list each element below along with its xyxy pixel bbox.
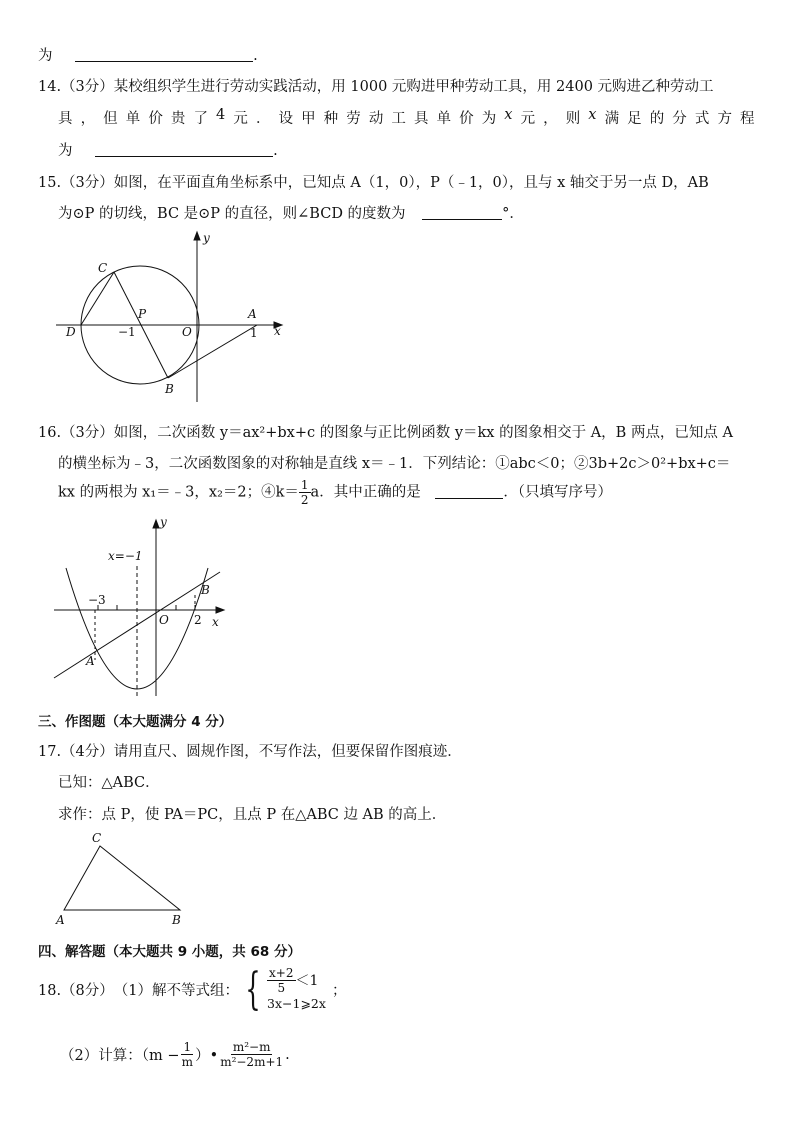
q14-line1 — [38, 75, 714, 96]
q16-line3 — [58, 478, 612, 507]
q16-line1 — [38, 421, 733, 442]
q14-line2-char: 种 — [323, 111, 339, 127]
q18-part2-text: （2）计算：（m − — [60, 1048, 180, 1064]
q14-line2-char: 方 — [717, 111, 732, 127]
q16-frac-den: 2 — [300, 493, 309, 507]
q14-line2-char: 4 — [216, 107, 226, 123]
q14-line2-char: 单 — [125, 111, 141, 127]
q15-label-b: B — [165, 382, 174, 396]
q16-label-o: O — [159, 613, 169, 627]
q15-label-a: A — [248, 307, 257, 321]
q14-line2-char: 式 — [694, 111, 710, 127]
q17-label-c: C — [92, 831, 102, 845]
q15-line1 — [38, 171, 709, 192]
q16-text3b: a．其中正确的是 — [310, 484, 421, 501]
q14-line2-char: 程 — [740, 111, 755, 127]
q14-line2-char: 了 — [193, 111, 208, 127]
q18-part2-frac1 — [181, 1040, 193, 1069]
q14-line2-char: 满 — [604, 111, 620, 127]
q18-ineq1-rhs: ＜1 — [295, 972, 319, 989]
q15-segment-dc — [81, 272, 114, 325]
q17-line1 — [38, 740, 462, 761]
q14-line2-char: 具 — [413, 111, 429, 127]
q14-line2-char: 甲 — [301, 111, 316, 127]
q14-line2-char: 具 — [58, 111, 73, 127]
q16-x-arrow — [216, 607, 224, 613]
q17-text1: 请用直尺、圆规作图，不写作法，但要保留作图痕迹． — [113, 744, 462, 760]
q16-text2: 的横坐标为﹣3，二次函数图象的对称轴是直线 x＝﹣1．下列结论：①abc＜0；②3b+2c＞0²+bx+c＝ — [58, 456, 731, 472]
q16-label-x: x — [212, 615, 219, 629]
q14-line2-char: 分 — [672, 111, 687, 127]
q18-inequality-system — [267, 966, 326, 1013]
q14-line2-char: 设 — [278, 111, 294, 127]
q15-label-p: P — [138, 307, 147, 321]
q15-label-x: x — [274, 324, 281, 338]
q18-number: 18.（8分） — [38, 983, 114, 999]
q17-triangle-abc — [64, 846, 180, 910]
q14-line2-char: ， — [80, 111, 96, 127]
q16-label-two: 2 — [194, 613, 202, 627]
q16-label-b: B — [201, 583, 210, 597]
q14-line3 — [58, 139, 278, 160]
q15-label-o: O — [182, 325, 192, 339]
q14-text1: 某校组织学生进行劳动实践活动，用 1000 元购进甲种劳动工具，用 2400 元购进乙种劳动工 — [113, 79, 714, 95]
q14-line2-char: 工 — [391, 111, 406, 127]
q13-prefix: 为 — [38, 48, 53, 64]
q17-label-b: B — [172, 913, 181, 927]
q14-answer-blank[interactable] — [95, 142, 273, 157]
q15-figure — [52, 228, 292, 406]
q15-text2: 为⊙P 的切线，BC 是⊙P 的直径，则∠BCD 的度数为 — [58, 206, 406, 222]
q16-fraction — [299, 478, 311, 507]
q14-line2-char: 贵 — [170, 111, 186, 127]
section3-title: 三、作图题（本大题满分 4 分） — [38, 714, 233, 730]
q16-number: 16.（3分） — [38, 425, 114, 441]
q14-line2 — [58, 107, 755, 128]
q16-answer-blank[interactable] — [435, 484, 503, 499]
q14-line2-char: 动 — [368, 111, 384, 127]
q13-tail — [38, 44, 258, 65]
q15-label-one: 1 — [250, 326, 258, 340]
q16-line2 — [58, 452, 730, 473]
q16-label-y: y — [160, 515, 167, 529]
q15-label-d: D — [66, 325, 76, 339]
q16-parabola — [66, 568, 208, 689]
q18-ineq1-frac — [267, 966, 295, 995]
q14-line2-char: ． — [255, 111, 271, 127]
q14-line2-char: 的 — [649, 111, 665, 127]
q14-line2-char: 元 — [233, 111, 248, 127]
q18-part2-mid: ）• — [195, 1048, 219, 1064]
q15-answer-blank[interactable] — [422, 205, 502, 220]
q14-line2-char: x — [504, 107, 513, 123]
q16-text3c: ．（只填写序号） — [503, 484, 613, 501]
q18-part1 — [38, 963, 347, 1015]
q18-part2-frac2-num: m²−m — [232, 1040, 271, 1054]
q15-line2 — [58, 202, 524, 223]
q14-number: 14.（3分） — [38, 79, 114, 95]
q18-ineq2: 3x−1⩾2x — [267, 996, 326, 1011]
q14-line2-char: 劳 — [346, 111, 361, 127]
q15-number: 15.（3分） — [38, 175, 114, 191]
q16-label-axis: x=−1 — [108, 549, 143, 563]
q14-line2-char: 元 — [520, 111, 536, 127]
q16-label-minus3: −3 — [88, 593, 106, 607]
q14-line2-char: 足 — [627, 111, 642, 127]
q14-line2-char: 价 — [148, 111, 163, 127]
q15-label-c: C — [98, 261, 108, 275]
q17-known: 已知：△ABC． — [58, 775, 160, 791]
q18-part2-frac2 — [220, 1040, 283, 1069]
q15-text1: 如图，在平面直角坐标系中，已知点 A（1，0），P（﹣1，0），且与 x 轴交于另一点 D，AB — [113, 175, 709, 191]
q14-line2-char: x — [588, 107, 597, 123]
q16-label-a: A — [86, 654, 95, 668]
q18-ineq1-num: x+2 — [269, 966, 294, 980]
q14-suffix: . — [273, 143, 278, 159]
q14-prefix: 为 — [58, 143, 73, 159]
q15-label-y: y — [203, 231, 210, 245]
q17-task: 求作：点 P，使 PA＝PC，且点 P 在△ABC 边 AB 的高上． — [58, 807, 447, 823]
q15-suffix: °． — [502, 206, 524, 222]
q13-answer-blank[interactable] — [75, 47, 253, 62]
q16-frac-num: 1 — [300, 478, 309, 492]
q17-label-a: A — [56, 913, 65, 927]
q17-number: 17.（4分） — [38, 744, 114, 760]
q14-line2-char: 但 — [103, 111, 118, 127]
q14-line2-char: 单 — [436, 111, 452, 127]
q18-brace: { — [245, 963, 261, 1015]
q15-y-arrow — [194, 232, 200, 240]
q15-label-minus1: −1 — [118, 325, 136, 339]
q16-figure — [50, 510, 240, 698]
q16-text3a: kx 的两根为 x₁＝﹣3，x₂＝2；④k＝ — [58, 484, 299, 501]
q18-part1-text: （1）解不等式组： — [113, 983, 240, 999]
q18-part1-end: ； — [331, 983, 347, 999]
q14-line2-char: 则 — [565, 111, 581, 127]
q18-part2-end: . — [285, 1046, 290, 1063]
q16-text1: 如图，二次函数 y＝ax²+bx+c 的图象与正比例函数 y＝kx 的图象相交于 A，B 两点，已知点 A — [113, 425, 734, 441]
q14-line2-char: 价 — [459, 111, 474, 127]
q18-part2-frac1-den: m — [181, 1055, 193, 1069]
q16-y-arrow — [153, 520, 159, 528]
q18-ineq1-den: 5 — [277, 981, 286, 995]
q14-line2-char: ， — [543, 111, 558, 127]
q18-part2-frac2-den: m²−2m+1 — [220, 1055, 284, 1069]
section4-title: 四、解答题（本大题共 9 小题，共 68 分） — [38, 944, 301, 960]
q14-line2-char: 为 — [481, 111, 497, 127]
q17-figure — [52, 830, 192, 930]
q18-part2-frac1-num: 1 — [183, 1040, 192, 1054]
q13-suffix: . — [253, 48, 258, 64]
q18-part2 — [60, 1040, 290, 1069]
